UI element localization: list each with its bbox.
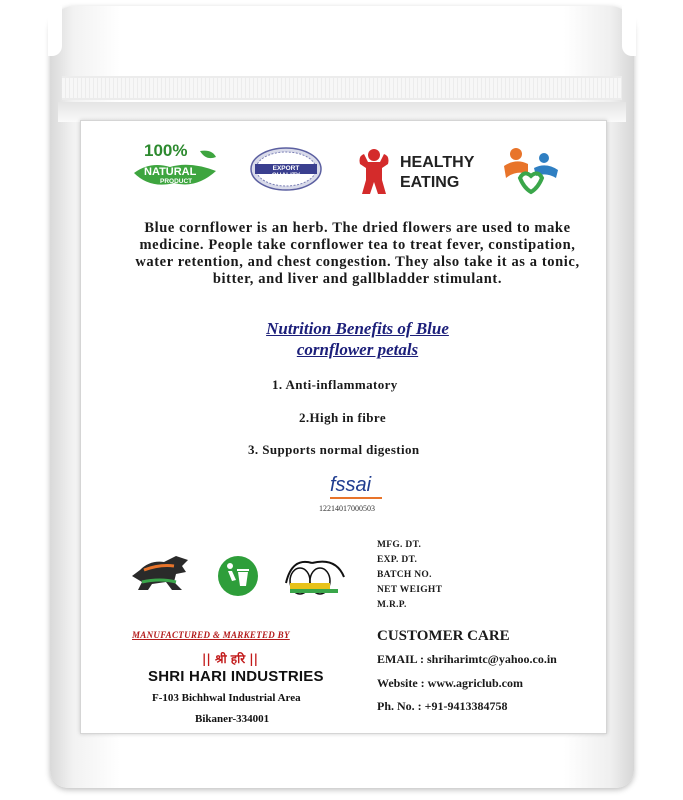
strongman-icon: [354, 146, 394, 196]
fssai-license-number: 12214017000503: [319, 504, 375, 513]
pouch-tear-notch-left: [48, 6, 62, 56]
batch-no-label: BATCH NO.: [377, 570, 432, 580]
manufacturer-heading: MANUFACTURED & MARKETED BY: [132, 630, 290, 640]
customer-phone: Ph. No. : +91-9413384758: [377, 699, 508, 713]
mrp-label: M.R.P.: [377, 600, 407, 610]
customer-email: EMAIL : shriharimtc@yahoo.co.in: [377, 652, 557, 666]
family-heart-icon: [498, 144, 564, 196]
fssai-underline: [330, 497, 382, 501]
product-description: Blue cornflower is an herb. The dried flowers are used to make medicine. People take cornflower tea to treat fever, constipation, water retention, and chest congestion. They also take it as a tonic, bitter, and liver and gallbladder stimulant.: [135, 220, 580, 287]
make-in-india-lion-icon: [130, 552, 192, 594]
address-line1: F-103 Bichhwal Industrial Area: [152, 692, 301, 704]
dustbin-icon: [212, 554, 264, 598]
export-quality-text: EXPORT QUALITY: [271, 165, 301, 179]
net-weight-label: NET WEIGHT: [377, 585, 443, 595]
recycle-eggs-icon: [280, 553, 350, 599]
pouch-tear-notch-right: [622, 6, 636, 56]
natural-percent: 100%: [144, 141, 188, 160]
benefit-item: 3. Supports normal digestion: [248, 442, 420, 457]
company-name: SHRI HARI INDUSTRIES: [148, 668, 324, 685]
product-label: [80, 120, 607, 734]
hindi-brand-name: || श्री हरि ||: [202, 652, 259, 666]
nutrition-title-line1: Nutrition Benefits of Blue: [266, 319, 449, 338]
exp-date-label: EXP. DT.: [377, 555, 418, 565]
benefit-item: 1. Anti-inflammatory: [272, 377, 398, 392]
healthy-text: HEALTHY: [400, 154, 475, 171]
address-line2: Bikaner-334001: [195, 713, 270, 725]
natural-product-text: PRODUCT: [160, 178, 193, 185]
pouch-fold-shadow: [58, 102, 626, 122]
zip-seal: [62, 76, 622, 100]
mfg-date-label: MFG. DT.: [377, 540, 422, 550]
eating-text: EATING: [400, 174, 460, 191]
nutrition-title-line2: cornflower petals: [296, 340, 419, 359]
natural-word: NATURAL: [144, 166, 197, 178]
customer-website: Website : www.agriclub.com: [377, 676, 523, 690]
export-quality-seal: [249, 146, 323, 192]
nutrition-title: [200, 318, 515, 360]
fssai-logo: fssai: [330, 474, 372, 496]
healthy-eating-badge: [354, 146, 484, 196]
customer-care-heading: CUSTOMER CARE: [377, 628, 510, 644]
benefit-item: 2.High in fibre: [299, 410, 387, 425]
natural-product-badge: [130, 143, 220, 193]
